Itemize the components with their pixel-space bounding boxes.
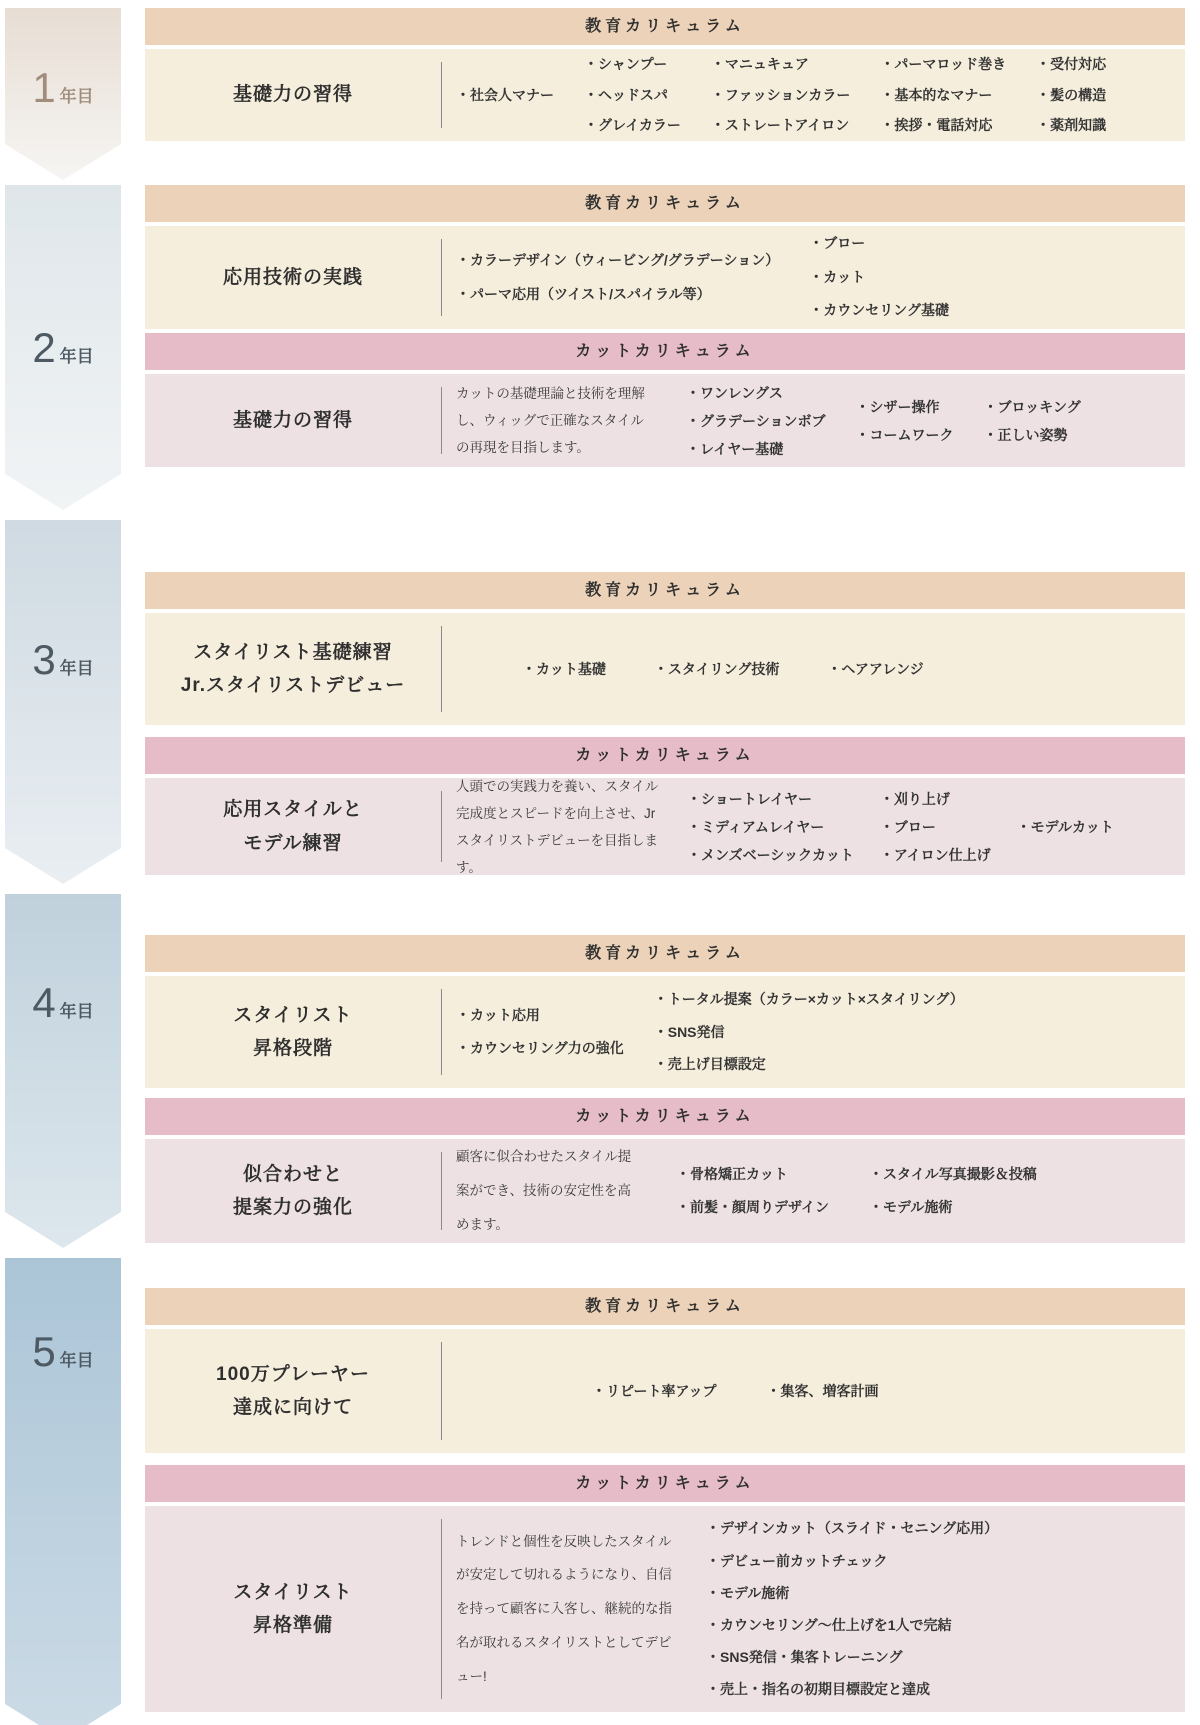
- item-column: [869, 1158, 1037, 1224]
- block-title-line: 提案力の強化: [232, 1197, 353, 1218]
- curriculum-item: ・モデル施術: [869, 1199, 953, 1215]
- year-label: [5, 636, 121, 683]
- items-area: [442, 778, 1185, 875]
- block-content: [145, 1506, 1185, 1712]
- curriculum-item: ・スタイリング技術: [653, 660, 780, 677]
- block-content: [145, 226, 1185, 329]
- year-label: [5, 324, 121, 371]
- items-area: [442, 1329, 1185, 1453]
- item-column: [687, 785, 854, 869]
- block-title-line: 基礎力の習得: [232, 84, 353, 106]
- item-column: [584, 49, 681, 141]
- curriculum-item: ・カラーデザイン（ウィービング/グラデーション）: [456, 251, 780, 268]
- items-area: [442, 976, 1185, 1088]
- curriculum-item: ・カット応用: [456, 1007, 540, 1024]
- curriculum-item: ・ショートレイヤー: [687, 790, 813, 807]
- curriculum-item: ・ブロッキング: [983, 398, 1081, 415]
- year-arrow: [5, 1258, 121, 1725]
- items-area: [442, 374, 1185, 467]
- curriculum-item: ・ストレートアイロン: [710, 117, 850, 134]
- curriculum-item: ・受付対応: [1036, 55, 1107, 72]
- item-column: [1017, 813, 1114, 841]
- item-column: [592, 1376, 716, 1407]
- curriculum-item: ・刈り上げ: [879, 790, 950, 807]
- block-title-line: 達成に向けて: [232, 1397, 353, 1418]
- items-area: [442, 613, 1185, 725]
- curriculum-item: ・カウンセリング～仕上げを1人で完結: [706, 1617, 952, 1633]
- block-title-line: 100万プレーヤー: [216, 1363, 370, 1385]
- item-column: [809, 227, 949, 328]
- curriculum-item: ・カウンセリング基礎: [809, 302, 949, 319]
- block-title-line: 応用スタイルと: [223, 799, 363, 821]
- block-title: [145, 1139, 441, 1243]
- block-title-line: 基礎力の習得: [232, 409, 353, 431]
- block-header-edu: 教育カリキュラム: [145, 572, 1185, 609]
- curriculum-item: ・モデル施術: [706, 1584, 790, 1601]
- curriculum-item: ・売上・指名の初期目標設定と達成: [706, 1681, 930, 1698]
- curriculum-item: ・パーマ応用（ツイスト/スパイラル等）: [456, 285, 711, 302]
- block-header-edu: 教育カリキュラム: [145, 8, 1185, 45]
- item-column: [706, 1512, 998, 1705]
- block-title-line: 昇格段階: [252, 1038, 333, 1059]
- item-column: [766, 1376, 878, 1407]
- curriculum-item: ・ワンレングス: [686, 384, 783, 401]
- year-number: 4: [32, 979, 57, 1026]
- curriculum-item: ・髪の構造: [1036, 86, 1107, 103]
- curriculum-item: ・コームワーク: [855, 426, 954, 443]
- curriculum-item: ・正しい姿勢: [983, 426, 1068, 443]
- curriculum-item: ・売上げ目標設定: [653, 1056, 766, 1073]
- block-header-cut: カットカリキュラム: [145, 737, 1185, 774]
- curriculum-item: ・デザインカット（スライド・セニング応用）: [706, 1520, 999, 1537]
- item-column: [855, 393, 953, 449]
- curriculum-item: ・シザー操作: [855, 398, 940, 415]
- year-arrow: [5, 894, 121, 1248]
- items-area: [442, 226, 1185, 329]
- item-column: [711, 49, 850, 141]
- block-header-edu: 教育カリキュラム: [145, 185, 1185, 222]
- block-description: カットの基礎理論と技術を理解し、ウィッグで正確なスタイルの再現を目指します。: [456, 386, 645, 455]
- curriculum-item: ・シャンプー: [584, 55, 668, 72]
- block-title: [145, 49, 441, 141]
- year-suffix: 年目: [59, 1002, 94, 1021]
- curriculum-item: ・集客、増客計画: [766, 1382, 879, 1399]
- curriculum-item: ・モデルカット: [1016, 818, 1114, 835]
- item-column: [654, 983, 964, 1082]
- block-title: [145, 613, 441, 725]
- block-title-line: モデル練習: [243, 832, 343, 854]
- block-title: [145, 374, 441, 467]
- item-column: [880, 49, 1006, 141]
- year-number: 1: [32, 64, 57, 111]
- block-title: [145, 1329, 441, 1453]
- curriculum-item: ・ヘアアレンジ: [827, 660, 924, 677]
- block-title-line: Jr.スタイリストデビュー: [180, 675, 406, 696]
- curriculum-item: ・ブロー: [879, 818, 936, 835]
- curriculum-item: ・パーマロッド巻き: [880, 55, 1007, 72]
- curriculum-item: ・グラデーションボブ: [686, 412, 826, 429]
- curriculum-item: ・基本的なマナー: [880, 86, 993, 103]
- curriculum-item: ・アイロン仕上げ: [879, 846, 991, 863]
- curriculum-item: ・カウンセリング力の強化: [456, 1040, 624, 1056]
- curriculum-item: ・ミディアムレイヤー: [687, 818, 825, 835]
- items-area: [442, 1506, 1185, 1712]
- block-header-cut: カットカリキュラム: [145, 1098, 1185, 1135]
- items-area: [442, 1139, 1185, 1243]
- block-description: 顧客に似合わせたスタイル提案ができ、技術の安定性を高めます。: [456, 1149, 632, 1232]
- curriculum-item: ・カット基礎: [522, 660, 606, 677]
- item-column: [1036, 49, 1106, 141]
- curriculum-item: ・薬剤知識: [1036, 117, 1107, 134]
- item-column: [880, 785, 991, 869]
- block-header-cut: カットカリキュラム: [145, 333, 1185, 370]
- block-header-edu: 教育カリキュラム: [145, 1288, 1185, 1325]
- year-number: 5: [32, 1328, 57, 1375]
- block-description: 人頭での実践力を養い、スタイル完成度とスピードを向上させ、Jrスタイリストデビューを目指します。: [456, 778, 659, 875]
- block-title: [145, 226, 441, 329]
- item-column: [983, 393, 1080, 449]
- item-column: [686, 379, 825, 463]
- curriculum-item: ・前髪・顔周りデザイン: [676, 1199, 830, 1215]
- block-title-line: スタイリスト: [233, 1004, 353, 1026]
- block-header-edu: 教育カリキュラム: [145, 935, 1185, 972]
- year-suffix: 年目: [59, 1351, 94, 1370]
- item-column: [654, 654, 779, 685]
- curriculum-item: ・リピート率アップ: [592, 1382, 717, 1399]
- item-column: [827, 654, 923, 685]
- curriculum-item: ・ヘッドスパ: [584, 86, 668, 103]
- block-title: [145, 778, 441, 875]
- item-column: [456, 999, 624, 1065]
- curriculum-item: ・マニュキュア: [710, 55, 809, 72]
- curriculum-item: ・ブロー: [809, 235, 866, 252]
- item-column: [456, 80, 554, 111]
- item-column: [456, 244, 779, 311]
- curriculum-item: ・SNS発信: [653, 1023, 725, 1040]
- block-content: [145, 1139, 1185, 1243]
- curriculum-item: ・メンズベーシックカット: [687, 846, 854, 863]
- block-title-line: スタイリスト: [233, 1581, 353, 1603]
- block-header-cut: カットカリキュラム: [145, 1465, 1185, 1502]
- year-label: [5, 64, 121, 111]
- block-content: [145, 976, 1185, 1088]
- curriculum-item: ・社会人マナー: [456, 86, 554, 103]
- year-label: [5, 979, 121, 1026]
- year-suffix: 年目: [59, 87, 94, 106]
- curriculum-item: ・ファッションカラー: [710, 86, 851, 103]
- year-suffix: 年目: [59, 659, 94, 678]
- curriculum-item: ・デビュー前カットチェック: [706, 1552, 888, 1569]
- block-content: [145, 613, 1185, 725]
- block-title-line: 昇格準備: [252, 1615, 333, 1636]
- year-arrow: [5, 520, 121, 884]
- curriculum-item: ・トータル提案（カラー×カット×スタイリング）: [653, 990, 964, 1007]
- year-suffix: 年目: [59, 347, 94, 366]
- curriculum-item: ・グレイカラー: [584, 117, 681, 134]
- block-content: [145, 49, 1185, 141]
- item-column: [676, 1158, 829, 1224]
- block-title-line: 似合わせと: [242, 1163, 343, 1185]
- year-number: 2: [32, 324, 57, 371]
- year-label: [5, 1328, 121, 1375]
- curriculum-item: ・レイヤー基礎: [686, 440, 784, 457]
- block-title: [145, 1506, 441, 1712]
- block-title: [145, 976, 441, 1088]
- block-description: トレンドと個性を反映したスタイルが安定して切れるようになり、自信を持って顧客に入客し、継続的な指名が取れるスタイリストとしてデビュー!: [456, 1533, 672, 1684]
- curriculum-item: ・挨拶・電話対応: [880, 117, 993, 134]
- block-title-line: スタイリスト基礎練習: [193, 641, 393, 663]
- curriculum-item: ・スタイル写真撮影＆投稿: [869, 1166, 1037, 1183]
- block-title-line: 応用技術の実践: [222, 266, 363, 288]
- curriculum-item: ・骨格矯正カット: [676, 1166, 788, 1183]
- block-content: [145, 1329, 1185, 1453]
- year-number: 3: [32, 636, 57, 683]
- item-column: [522, 654, 606, 685]
- block-content: [145, 778, 1185, 875]
- curriculum-item: ・カット: [809, 268, 866, 285]
- items-area: [442, 49, 1185, 141]
- block-content: [145, 374, 1185, 467]
- curriculum-item: ・SNS発信・集客トレーニング: [706, 1649, 903, 1666]
